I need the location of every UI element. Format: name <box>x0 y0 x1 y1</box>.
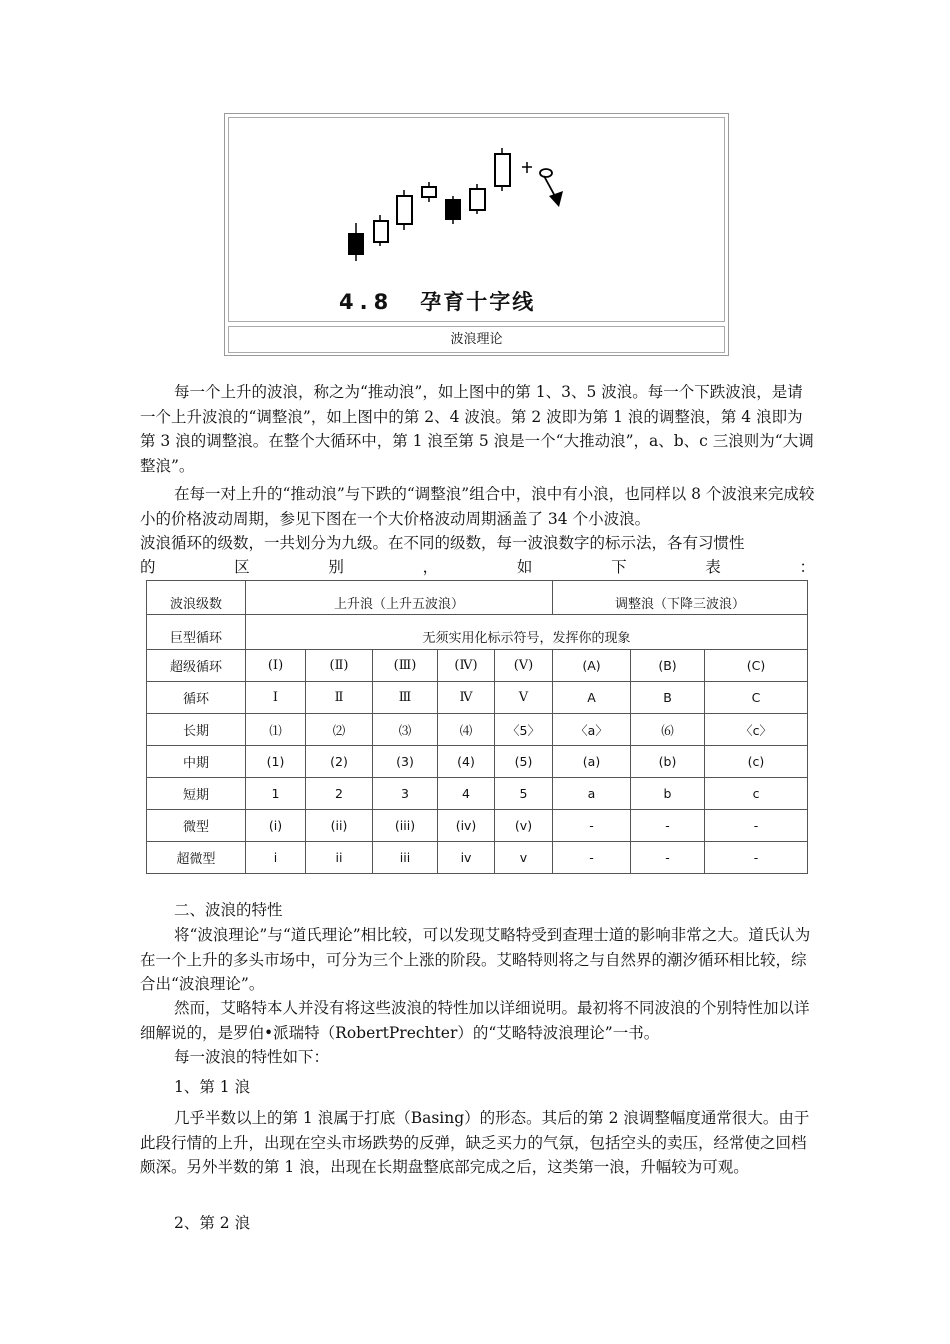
table-cell: (v) <box>495 810 553 842</box>
table-cell: 1 <box>246 778 306 810</box>
candle-white-3 <box>397 190 412 230</box>
candle-white-7 <box>495 148 510 191</box>
table-cell: - <box>705 810 808 842</box>
subheading-wave-2: 2、第 2 浪 <box>174 1214 251 1232</box>
table-cell: (Ⅳ) <box>438 650 495 682</box>
paragraph-wave-combination: 在每一对上升的“推动浪”与下跌的“调整浪”组合中，浪中有小浪，也同样以 8 个波浪来完成较小的价格波动周期，参见下图在一个大价格波动周期涵盖了 34 个小波浪。 <box>140 485 815 528</box>
table-row <box>147 682 808 714</box>
row-label: 中期 <box>147 746 246 778</box>
table-cell: ⑶ <box>373 714 438 746</box>
table-cell: (Ⅲ) <box>373 650 438 682</box>
table-cell: c <box>705 778 808 810</box>
table-cell: (C) <box>705 650 808 682</box>
figure-title-text: 孕育十字线 <box>420 290 536 314</box>
table-cell: (c) <box>705 746 808 778</box>
table-row <box>147 810 808 842</box>
table-header-row <box>147 581 808 615</box>
table-cell: (ii) <box>306 810 373 842</box>
table-cell: (Ⅰ) <box>246 650 306 682</box>
table-cell: ⑷ <box>438 714 495 746</box>
row-label: 短期 <box>147 778 246 810</box>
table-cell: (a) <box>553 746 631 778</box>
subheading-wave-1: 1、第 1 浪 <box>174 1078 251 1096</box>
paragraph-impulse-wave: 每一个上升的波浪，称之为“推动浪”，如上图中的第 1、3、5 波浪。每一个下跌波浪，是请一个上升波浪的“调整浪”，如上图中的第 2、4 波浪。第 2 波即为第 1 浪的调整浪，第 4 浪即为第 3 浪的调整浪。在整个大循环中，第 1 浪至第 5 浪是一个“大推动浪”，a、b、c 三浪则为“大调整浪”。 <box>140 383 814 475</box>
table-cell: 〈c〉 <box>705 714 808 746</box>
table-cell: (2) <box>306 746 373 778</box>
paragraph-prechter: 然而，艾略特本人并没有将这些波浪的特性加以详细说明。最初将不同波浪的个别特性加以详细解说的，是罗伯•派瑞特（RobertPrechter）的“艾略特波浪理论”一书。 <box>140 999 810 1042</box>
figure-title-number: 4.8 <box>339 290 395 314</box>
figure-caption: 波浪理论 <box>228 326 725 353</box>
table-cell: ⑴ <box>246 714 306 746</box>
table-cell: A <box>553 682 631 714</box>
figure-image-area <box>228 117 725 322</box>
table-cell: (A) <box>553 650 631 682</box>
table-row <box>147 746 808 778</box>
candlestick-figure <box>224 113 729 356</box>
wave-degree-table <box>146 580 808 874</box>
table-cell: iv <box>438 842 495 874</box>
paragraph-dow-theory: 将“波浪理论”与“道氏理论”相比较，可以发现艾略特受到查理士道的影响非常之大。道氏认为在一个上升的多头市场中，可分为三个上涨的阶段。艾略特则将之与自然界的潮汐循环相比较，综合出“波浪理论”。 <box>140 926 811 993</box>
table-cell: 〈5〉 <box>495 714 553 746</box>
table-cell: - <box>553 810 631 842</box>
row-label: 微型 <box>147 810 246 842</box>
candle-white-6 <box>470 184 485 214</box>
table-cell: (1) <box>246 746 306 778</box>
table-cell: - <box>631 810 705 842</box>
table-cell: v <box>495 842 553 874</box>
paragraph-wave-1: 几乎半数以上的第 1 浪属于打底（Basing）的形态。其后的第 2 浪调整幅度通常很大。由于此段行情的上升，出现在空头市场跌势的反弹，缺乏买力的气氛，包括空头的卖压，经常使之回档颇深。另外半数的第 1 浪，出现在长期盘整底部完成之后，这类第一浪，升幅较为可观。 <box>140 1109 810 1176</box>
table-cell: (iii) <box>373 810 438 842</box>
header-wave-degree: 波浪级数 <box>147 581 246 615</box>
table-row <box>147 650 808 682</box>
paragraph-wave-degrees: 波浪循环的级数，一共划分为九级。在不同的级数，每一波浪数字的标示法，各有习惯性 <box>140 534 745 552</box>
table-cell: (Ⅴ) <box>495 650 553 682</box>
table-cell: 4 <box>438 778 495 810</box>
row-label: 巨型循环 <box>147 615 246 650</box>
table-cell: Ⅰ <box>246 682 306 714</box>
doji-cross <box>522 162 532 173</box>
table-cell: (B) <box>631 650 705 682</box>
table-cell: 〈a〉 <box>553 714 631 746</box>
candle-white-2 <box>374 215 388 246</box>
figure-title <box>339 286 535 316</box>
table-cell: (4) <box>438 746 495 778</box>
paragraph-wave-degrees-end: 的 区 别 ， 如 下 表 ： <box>140 558 815 576</box>
table-cell: C <box>705 682 808 714</box>
table-row <box>147 778 808 810</box>
row-label: 超微型 <box>147 842 246 874</box>
table-cell: B <box>631 682 705 714</box>
header-corrective: 调整浪（下降三波浪） <box>553 581 808 615</box>
candle-white-4 <box>422 182 436 202</box>
table-cell: ⑹ <box>631 714 705 746</box>
row-label: 超级循环 <box>147 650 246 682</box>
table-cell: (b) <box>631 746 705 778</box>
paragraph-wave-features: 每一波浪的特性如下： <box>174 1048 330 1066</box>
section-heading: 二、波浪的特性 <box>174 901 283 919</box>
table-cell: i <box>246 842 306 874</box>
table-row-giant <box>147 615 808 650</box>
table-row <box>147 842 808 874</box>
row-label: 长期 <box>147 714 246 746</box>
table-cell: 2 <box>306 778 373 810</box>
table-cell: (Ⅱ) <box>306 650 373 682</box>
table-cell: (3) <box>373 746 438 778</box>
circle-marker <box>540 169 552 177</box>
candle-black-5 <box>445 196 461 224</box>
header-impulse: 上升浪（上升五波浪） <box>246 581 553 615</box>
table-cell: ii <box>306 842 373 874</box>
row-label: 循环 <box>147 682 246 714</box>
table-cell: 5 <box>495 778 553 810</box>
table-cell: Ⅴ <box>495 682 553 714</box>
candle-black-1 <box>348 223 364 261</box>
table-cell: 3 <box>373 778 438 810</box>
table-cell: - <box>631 842 705 874</box>
table-cell: - <box>705 842 808 874</box>
table-cell: iii <box>373 842 438 874</box>
table-cell: Ⅱ <box>306 682 373 714</box>
table-row <box>147 714 808 746</box>
down-arrow-icon <box>544 176 563 207</box>
table-cell: Ⅲ <box>373 682 438 714</box>
giant-note: 无须实用化标示符号，发挥你的现象 <box>246 615 808 650</box>
table-cell: ⑵ <box>306 714 373 746</box>
table-cell: (5) <box>495 746 553 778</box>
table-cell: (i) <box>246 810 306 842</box>
table-cell: - <box>553 842 631 874</box>
table-cell: Ⅳ <box>438 682 495 714</box>
table-cell: a <box>553 778 631 810</box>
table-cell: b <box>631 778 705 810</box>
table-cell: (iv) <box>438 810 495 842</box>
